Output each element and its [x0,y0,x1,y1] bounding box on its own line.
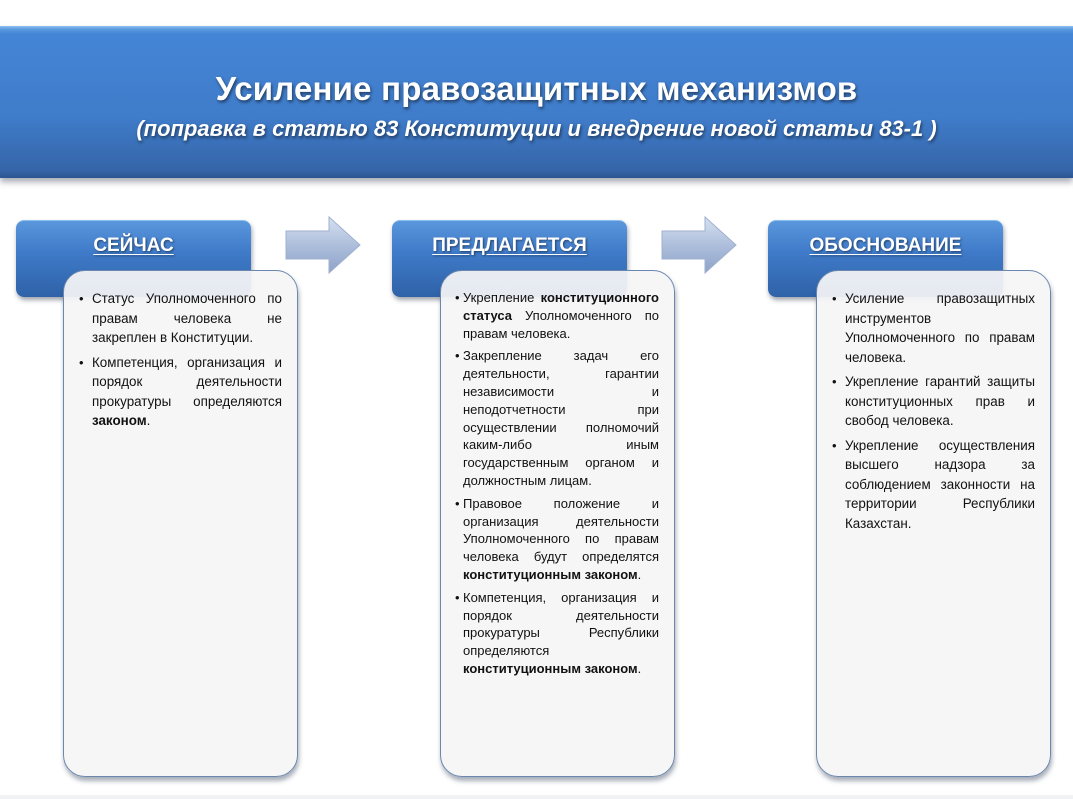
text: Компетенция, организация и порядок деятельности прокуратуры Республики определяются [463,589,659,659]
bullet-item [463,589,659,678]
text: Укрепление гарантий защиты конституционных прав и свобод человека. [845,374,1035,428]
text: . [637,660,642,676]
text: Правовое положение и организация деятельности Уполномоченного по правам человека будут определятся [463,495,659,565]
bullet-item [463,289,659,342]
bullet-item [845,436,1035,534]
bullet-item [92,289,282,348]
header-label-proposed: ПРЕДЛАГАЕТСЯ [432,235,587,256]
bullet-list [92,289,282,431]
right-arrow-icon [661,216,737,274]
slide-bottom-edge [0,795,1073,799]
right-arrow-icon [285,216,361,274]
card-proposed [440,270,675,777]
bullet-item [845,289,1035,367]
bullet-item [845,372,1035,431]
card-rationale [816,270,1051,777]
text: Усиление правозащитных инструментов Уполномоченного по правам человека. [845,291,1035,365]
bold-text: конституционного статуса [463,290,659,323]
slide-subtitle: (поправка в статью 83 Конституции и внедрение новой статьи 83-1 ) [136,116,937,141]
header-label-rationale: ОБОСНОВАНИЕ [809,235,962,256]
header-label-now: СЕЙЧАС [93,235,174,256]
bullet-item [92,353,282,431]
bullet-item [463,495,659,584]
bold-text: конституционным законом [463,660,638,676]
bullet-list [463,289,659,678]
text: Статус Уполномоченного по правам человека не закреплен в Конституции. [92,291,282,345]
slide-title: Усиление правозащитных механизмов [215,70,858,107]
bold-text: конституционным законом [463,566,638,582]
card-now [63,270,298,777]
text: Укрепление [463,290,541,305]
text: Закрепление задач его деятельности, гарантии независимости и неподотчетности при осуществлении полномочий каким-либо иным государственным органом и должностным лицам. [463,348,659,488]
title-banner [0,26,1073,178]
text: Укрепление осуществления высшего надзора за соблюдением законности на территории Республики Казахстан. [845,437,1035,531]
text: Уполномоченного по правам человека. [463,307,659,341]
text: Компетенция, организация и порядок деятельности прокуратуры определяются [92,354,282,409]
bullet-list [845,289,1035,533]
text: . [146,413,151,428]
bullet-item [463,347,659,489]
text: . [637,566,642,582]
bold-text: законом [92,413,147,428]
